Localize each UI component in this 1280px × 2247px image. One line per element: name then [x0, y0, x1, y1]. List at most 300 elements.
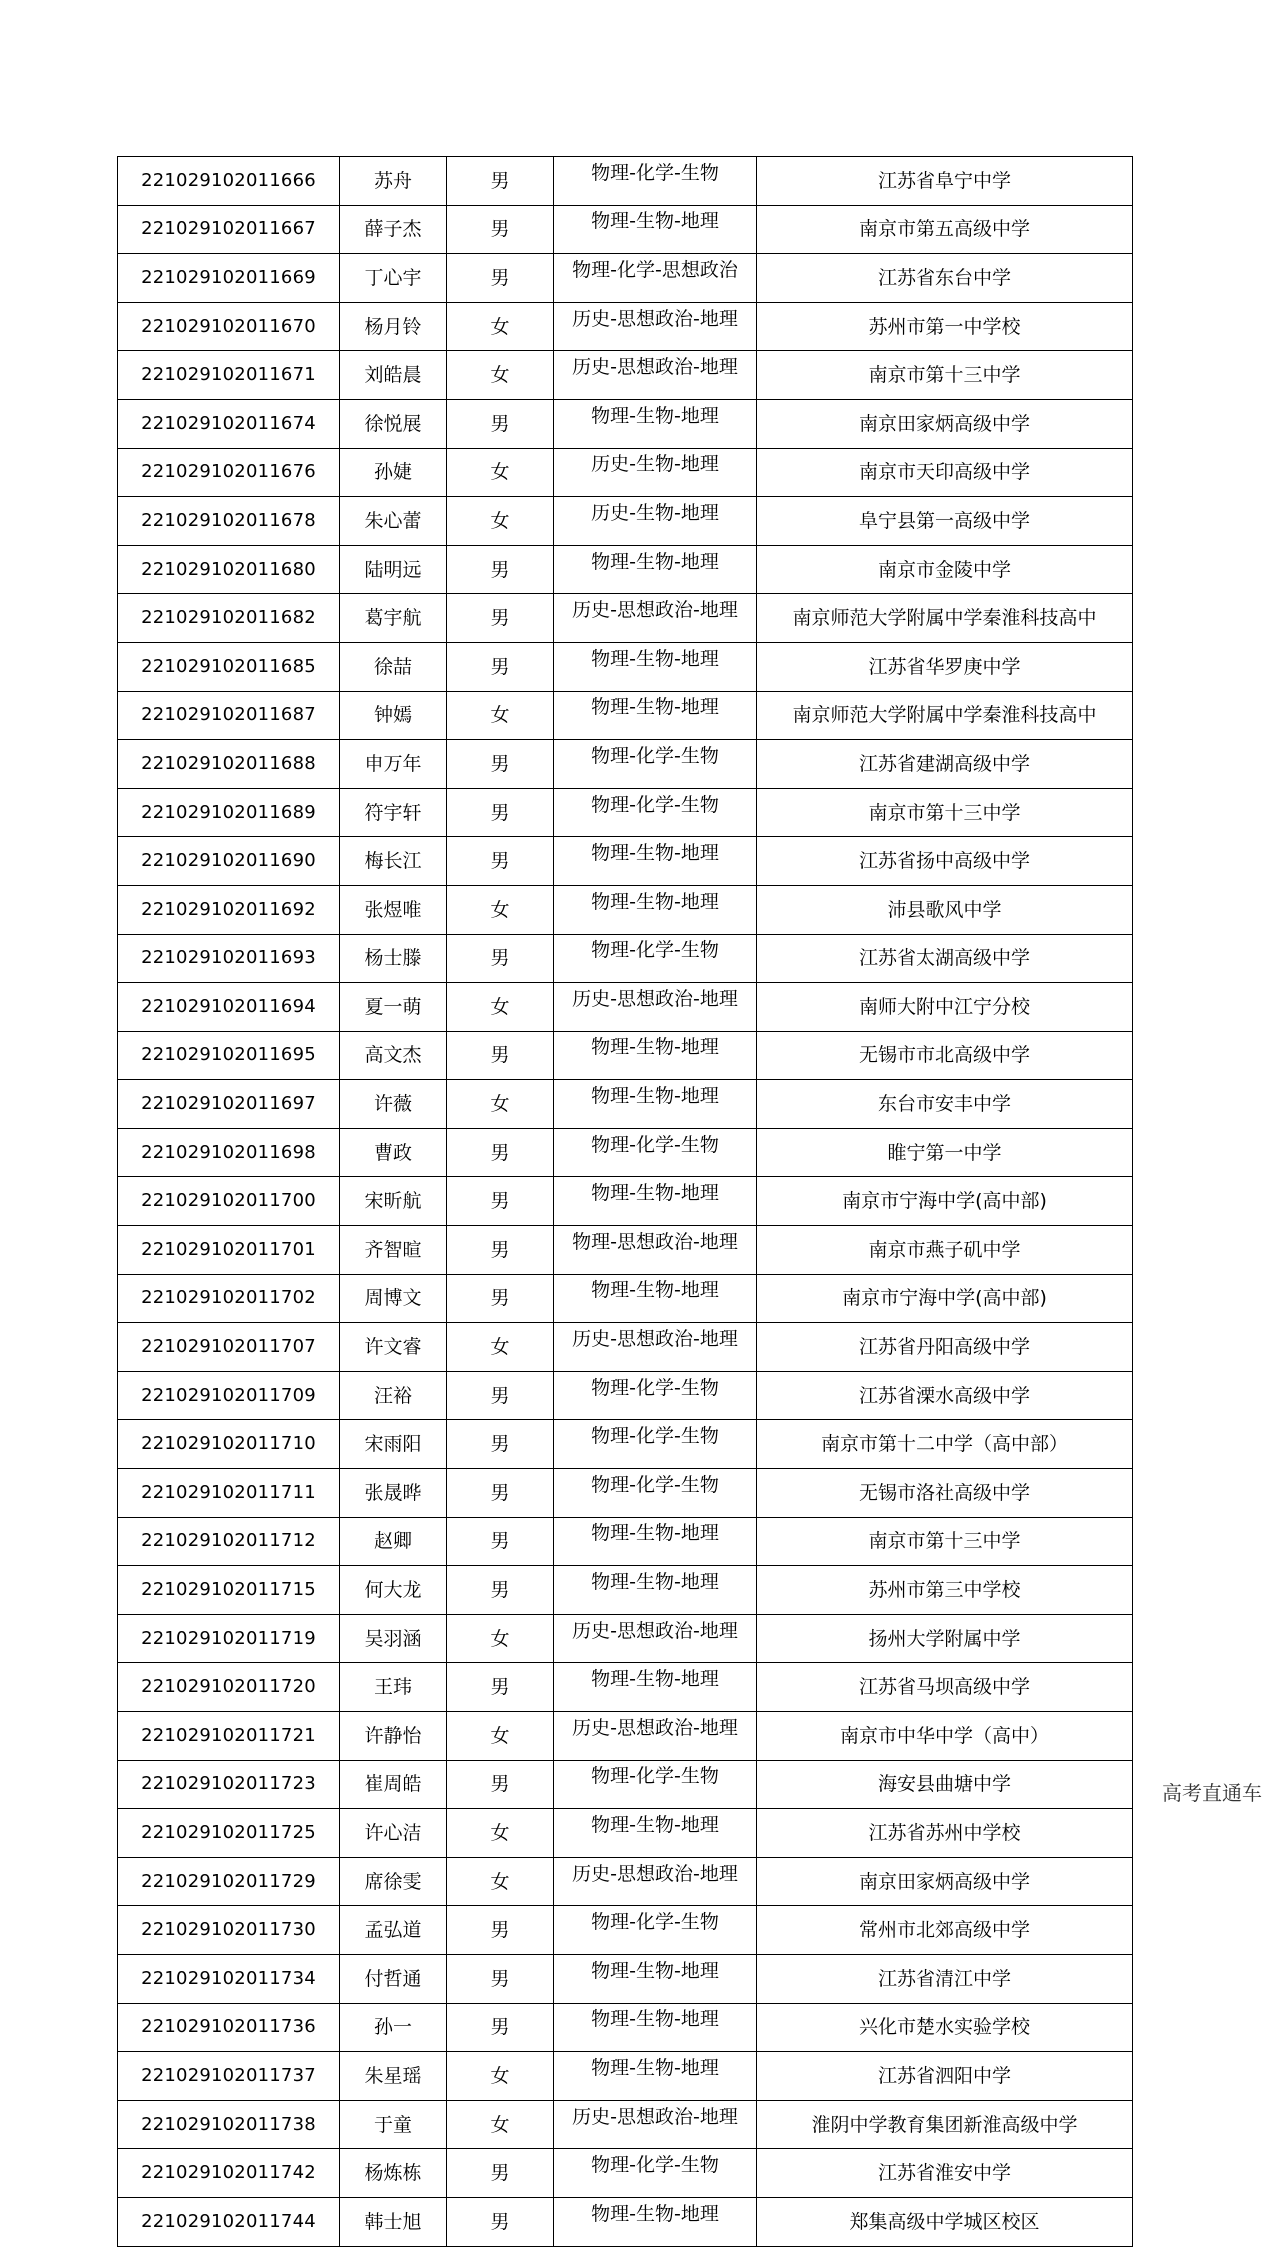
table-row	[118, 1031, 1133, 1080]
table-row	[118, 1809, 1133, 1858]
subjects-cell	[554, 2100, 757, 2149]
subjects-text: 物理-生物-地理	[591, 1036, 719, 1059]
student-name-cell: 孙一	[340, 2003, 447, 2052]
subjects-text: 物理-生物-地理	[591, 1279, 719, 1302]
subjects-cell	[554, 740, 757, 789]
subjects-text: 物理-化学-生物	[591, 1425, 719, 1448]
student-name-cell: 高文杰	[340, 1031, 447, 1080]
subjects-cell	[554, 1469, 757, 1518]
student-name-cell: 孟弘道	[340, 1906, 447, 1955]
student-name-cell: 王玮	[340, 1663, 447, 1712]
subjects-text: 物理-生物-地理	[591, 2056, 719, 2079]
school-cell: 江苏省苏州中学校	[757, 1809, 1133, 1858]
table-row	[118, 934, 1133, 983]
school-cell: 江苏省溧水高级中学	[757, 1371, 1133, 1420]
student-id-cell: 221029102011729	[118, 1857, 340, 1906]
student-name-cell: 许文睿	[340, 1323, 447, 1372]
table-row	[118, 399, 1133, 448]
subjects-cell	[554, 1760, 757, 1809]
gender-cell: 男	[447, 2197, 554, 2246]
school-cell: 南京市第十三中学	[757, 788, 1133, 837]
table-row	[118, 1566, 1133, 1615]
gender-cell: 男	[447, 545, 554, 594]
subjects-text: 物理-生物-地理	[591, 2008, 719, 2031]
student-name-cell: 许心洁	[340, 1809, 447, 1858]
subjects-text: 物理-化学-思想政治	[572, 258, 738, 281]
student-name-cell: 崔周皓	[340, 1760, 447, 1809]
subjects-text: 物理-生物-地理	[591, 647, 719, 670]
student-id-cell: 221029102011678	[118, 497, 340, 546]
student-name-cell: 徐悦展	[340, 399, 447, 448]
student-name-cell: 席徐雯	[340, 1857, 447, 1906]
subjects-text: 物理-生物-地理	[591, 1571, 719, 1594]
student-id-cell: 221029102011712	[118, 1517, 340, 1566]
student-name-cell: 陆明远	[340, 545, 447, 594]
student-name-cell: 付哲通	[340, 1954, 447, 2003]
student-id-cell: 221029102011694	[118, 983, 340, 1032]
subjects-text: 历史-思想政治-地理	[572, 1716, 738, 1739]
gender-cell: 女	[447, 1712, 554, 1761]
school-cell: 东台市安丰中学	[757, 1080, 1133, 1129]
table-row	[118, 1323, 1133, 1372]
table-row	[118, 2100, 1133, 2149]
student-id-cell: 221029102011744	[118, 2197, 340, 2246]
gender-cell: 女	[447, 351, 554, 400]
school-cell: 江苏省华罗庚中学	[757, 642, 1133, 691]
student-name-cell: 薛子杰	[340, 205, 447, 254]
gender-cell: 女	[447, 2052, 554, 2101]
gender-cell: 男	[447, 1177, 554, 1226]
student-id-cell: 221029102011702	[118, 1274, 340, 1323]
subjects-text: 历史-思想政治-地理	[572, 307, 738, 330]
student-name-cell: 梅长江	[340, 837, 447, 886]
student-id-cell: 221029102011700	[118, 1177, 340, 1226]
gender-cell: 男	[447, 1371, 554, 1420]
table-row	[118, 1177, 1133, 1226]
gender-cell: 男	[447, 205, 554, 254]
gender-cell: 男	[447, 1906, 554, 1955]
table-row	[118, 2052, 1133, 2101]
student-id-cell: 221029102011666	[118, 157, 340, 206]
subjects-text: 历史-思想政治-地理	[572, 2105, 738, 2128]
student-name-cell: 杨士滕	[340, 934, 447, 983]
student-id-cell: 221029102011709	[118, 1371, 340, 1420]
school-cell: 阜宁县第一高级中学	[757, 497, 1133, 546]
subjects-cell	[554, 1857, 757, 1906]
school-cell: 南京市第十三中学	[757, 351, 1133, 400]
subjects-cell	[554, 302, 757, 351]
subjects-text: 物理-化学-生物	[591, 161, 719, 184]
subjects-text: 物理-化学-生物	[591, 744, 719, 767]
gender-cell: 男	[447, 254, 554, 303]
table-row	[118, 254, 1133, 303]
student-name-cell: 苏舟	[340, 157, 447, 206]
school-cell: 淮阴中学教育集团新淮高级中学	[757, 2100, 1133, 2149]
student-name-cell: 朱星瑶	[340, 2052, 447, 2101]
subjects-text: 物理-生物-地理	[591, 1522, 719, 1545]
table-row	[118, 1614, 1133, 1663]
table-row	[118, 1663, 1133, 1712]
student-name-cell: 宋昕航	[340, 1177, 447, 1226]
student-id-cell: 221029102011710	[118, 1420, 340, 1469]
gender-cell: 男	[447, 788, 554, 837]
student-id-cell: 221029102011671	[118, 351, 340, 400]
student-id-cell: 221029102011737	[118, 2052, 340, 2101]
student-name-cell: 刘皓晨	[340, 351, 447, 400]
gender-cell: 男	[447, 837, 554, 886]
subjects-text: 物理-生物-地理	[591, 210, 719, 233]
subjects-cell	[554, 1517, 757, 1566]
table-row	[118, 497, 1133, 546]
table-row	[118, 1080, 1133, 1129]
student-name-cell: 张煜唯	[340, 885, 447, 934]
gender-cell: 男	[447, 740, 554, 789]
table-row	[118, 351, 1133, 400]
table-row	[118, 157, 1133, 206]
student-id-cell: 221029102011698	[118, 1128, 340, 1177]
school-cell: 江苏省泗阳中学	[757, 2052, 1133, 2101]
gender-cell: 男	[447, 1469, 554, 1518]
gender-cell: 女	[447, 1614, 554, 1663]
subjects-text: 历史-思想政治-地理	[572, 1862, 738, 1885]
school-cell: 兴化市楚水实验学校	[757, 2003, 1133, 2052]
gender-cell: 女	[447, 497, 554, 546]
table-row	[118, 2003, 1133, 2052]
subjects-cell	[554, 1031, 757, 1080]
student-id-cell: 221029102011667	[118, 205, 340, 254]
table-row	[118, 1712, 1133, 1761]
gender-cell: 男	[447, 934, 554, 983]
school-cell: 南京市第十三中学	[757, 1517, 1133, 1566]
table-row	[118, 205, 1133, 254]
student-id-cell: 221029102011690	[118, 837, 340, 886]
subjects-text: 历史-生物-地理	[591, 501, 719, 524]
student-id-cell: 221029102011676	[118, 448, 340, 497]
school-cell: 江苏省清江中学	[757, 1954, 1133, 2003]
school-cell: 南京田家炳高级中学	[757, 1857, 1133, 1906]
table-row	[118, 1517, 1133, 1566]
student-name-cell: 张晟晔	[340, 1469, 447, 1518]
subjects-text: 物理-生物-地理	[591, 1959, 719, 1982]
student-id-cell: 221029102011701	[118, 1226, 340, 1275]
subjects-text: 物理-化学-生物	[591, 1133, 719, 1156]
subjects-text: 物理-化学-生物	[591, 2154, 719, 2177]
subjects-cell	[554, 837, 757, 886]
gender-cell: 女	[447, 691, 554, 740]
student-id-cell: 221029102011693	[118, 934, 340, 983]
subjects-cell	[554, 1614, 757, 1663]
student-name-cell: 徐喆	[340, 642, 447, 691]
student-id-cell: 221029102011707	[118, 1323, 340, 1372]
student-name-cell: 杨月铃	[340, 302, 447, 351]
subjects-cell	[554, 1906, 757, 1955]
gender-cell: 女	[447, 448, 554, 497]
student-name-cell: 申万年	[340, 740, 447, 789]
subjects-text: 物理-生物-地理	[591, 890, 719, 913]
student-name-cell: 夏一萌	[340, 983, 447, 1032]
school-cell: 江苏省建湖高级中学	[757, 740, 1133, 789]
gender-cell: 男	[447, 1954, 554, 2003]
student-id-cell: 221029102011719	[118, 1614, 340, 1663]
student-name-cell: 何大龙	[340, 1566, 447, 1615]
table-row	[118, 2197, 1133, 2246]
student-name-cell: 宋雨阳	[340, 1420, 447, 1469]
school-cell: 南京市宁海中学(高中部)	[757, 1274, 1133, 1323]
student-id-cell: 221029102011742	[118, 2149, 340, 2198]
school-cell: 江苏省丹阳高级中学	[757, 1323, 1133, 1372]
gender-cell: 女	[447, 1809, 554, 1858]
student-name-cell: 孙婕	[340, 448, 447, 497]
student-name-cell: 符宇轩	[340, 788, 447, 837]
subjects-cell	[554, 1663, 757, 1712]
student-id-cell: 221029102011697	[118, 1080, 340, 1129]
subjects-text: 物理-生物-地理	[591, 1085, 719, 1108]
table-row	[118, 691, 1133, 740]
subjects-cell	[554, 545, 757, 594]
student-id-cell: 221029102011720	[118, 1663, 340, 1712]
table-row	[118, 740, 1133, 789]
subjects-text: 历史-思想政治-地理	[572, 599, 738, 622]
school-cell: 无锡市市北高级中学	[757, 1031, 1133, 1080]
table-row	[118, 594, 1133, 643]
student-name-cell: 吴羽涵	[340, 1614, 447, 1663]
gender-cell: 女	[447, 1323, 554, 1372]
table-row	[118, 1371, 1133, 1420]
student-name-cell: 朱心蕾	[340, 497, 447, 546]
school-cell: 南京市中华中学（高中）	[757, 1712, 1133, 1761]
gender-cell: 男	[447, 399, 554, 448]
subjects-text: 历史-思想政治-地理	[572, 987, 738, 1010]
gender-cell: 男	[447, 1566, 554, 1615]
subjects-cell	[554, 983, 757, 1032]
subjects-text: 物理-生物-地理	[591, 404, 719, 427]
school-cell: 南京市第五高级中学	[757, 205, 1133, 254]
table-row	[118, 1954, 1133, 2003]
subjects-text: 历史-思想政治-地理	[572, 1328, 738, 1351]
subjects-cell	[554, 254, 757, 303]
gender-cell: 女	[447, 2100, 554, 2149]
school-cell: 南京市天印高级中学	[757, 448, 1133, 497]
school-cell: 睢宁第一中学	[757, 1128, 1133, 1177]
table-row	[118, 1420, 1133, 1469]
gender-cell: 男	[447, 594, 554, 643]
gender-cell: 男	[447, 1663, 554, 1712]
school-cell: 南京师范大学附属中学秦淮科技高中	[757, 594, 1133, 643]
subjects-text: 物理-生物-地理	[591, 842, 719, 865]
gender-cell: 女	[447, 1857, 554, 1906]
table-row	[118, 1128, 1133, 1177]
subjects-text: 物理-生物-地理	[591, 550, 719, 573]
school-cell: 南师大附中江宁分校	[757, 983, 1133, 1032]
table-row	[118, 302, 1133, 351]
school-cell: 南京市第十二中学（高中部）	[757, 1420, 1133, 1469]
subjects-cell	[554, 2003, 757, 2052]
gender-cell: 男	[447, 1760, 554, 1809]
subjects-text: 历史-生物-地理	[591, 453, 719, 476]
subjects-cell	[554, 1323, 757, 1372]
subjects-cell	[554, 1809, 757, 1858]
student-id-cell: 221029102011670	[118, 302, 340, 351]
subjects-cell	[554, 1274, 757, 1323]
subjects-cell	[554, 1128, 757, 1177]
subjects-cell	[554, 157, 757, 206]
subjects-cell	[554, 2197, 757, 2246]
subjects-text: 物理-思想政治-地理	[572, 1230, 738, 1253]
subjects-cell	[554, 1226, 757, 1275]
gender-cell: 男	[447, 642, 554, 691]
subjects-cell	[554, 691, 757, 740]
school-cell: 扬州大学附属中学	[757, 1614, 1133, 1663]
gender-cell: 男	[447, 1031, 554, 1080]
subjects-text: 物理-生物-地理	[591, 696, 719, 719]
student-id-cell: 221029102011715	[118, 1566, 340, 1615]
table-row	[118, 837, 1133, 886]
table-row	[118, 1906, 1133, 1955]
student-name-cell: 杨炼栋	[340, 2149, 447, 2198]
student-id-cell: 221029102011730	[118, 1906, 340, 1955]
gender-cell: 男	[447, 2003, 554, 2052]
subjects-cell	[554, 1080, 757, 1129]
subjects-cell	[554, 351, 757, 400]
table-row	[118, 545, 1133, 594]
student-id-cell: 221029102011738	[118, 2100, 340, 2149]
subjects-cell	[554, 205, 757, 254]
subjects-cell	[554, 1420, 757, 1469]
student-name-cell: 韩士旭	[340, 2197, 447, 2246]
student-id-cell: 221029102011669	[118, 254, 340, 303]
student-roster-table	[117, 156, 1133, 2247]
watermark-text: 高考直通车	[1162, 1781, 1262, 1805]
subjects-text: 物理-生物-地理	[591, 2202, 719, 2225]
school-cell: 沛县歌风中学	[757, 885, 1133, 934]
student-name-cell: 许薇	[340, 1080, 447, 1129]
student-name-cell: 丁心宇	[340, 254, 447, 303]
gender-cell: 男	[447, 157, 554, 206]
subjects-text: 物理-化学-生物	[591, 1376, 719, 1399]
subjects-text: 物理-生物-地理	[591, 1668, 719, 1691]
student-id-cell: 221029102011680	[118, 545, 340, 594]
school-cell: 苏州市第三中学校	[757, 1566, 1133, 1615]
subjects-cell	[554, 2052, 757, 2101]
student-name-cell: 周博文	[340, 1274, 447, 1323]
subjects-text: 历史-思想政治-地理	[572, 1619, 738, 1642]
student-id-cell: 221029102011688	[118, 740, 340, 789]
student-name-cell: 赵卿	[340, 1517, 447, 1566]
school-cell: 郑集高级中学城区校区	[757, 2197, 1133, 2246]
student-name-cell: 曹政	[340, 1128, 447, 1177]
subjects-text: 物理-化学-生物	[591, 939, 719, 962]
gender-cell: 女	[447, 302, 554, 351]
gender-cell: 女	[447, 885, 554, 934]
gender-cell: 男	[447, 1274, 554, 1323]
gender-cell: 女	[447, 1080, 554, 1129]
subjects-cell	[554, 1954, 757, 2003]
school-cell: 江苏省扬中高级中学	[757, 837, 1133, 886]
school-cell: 南京市宁海中学(高中部)	[757, 1177, 1133, 1226]
student-name-cell: 于童	[340, 2100, 447, 2149]
gender-cell: 女	[447, 983, 554, 1032]
subjects-cell	[554, 448, 757, 497]
subjects-cell	[554, 885, 757, 934]
table-row	[118, 1274, 1133, 1323]
subjects-cell	[554, 642, 757, 691]
school-cell: 江苏省阜宁中学	[757, 157, 1133, 206]
student-id-cell: 221029102011687	[118, 691, 340, 740]
student-id-cell: 221029102011725	[118, 1809, 340, 1858]
subjects-text: 物理-化学-生物	[591, 1473, 719, 1496]
subjects-text: 物理-化学-生物	[591, 1765, 719, 1788]
table-row	[118, 642, 1133, 691]
subjects-cell	[554, 399, 757, 448]
student-id-cell: 221029102011711	[118, 1469, 340, 1518]
table-row	[118, 983, 1133, 1032]
school-cell: 南京田家炳高级中学	[757, 399, 1133, 448]
gender-cell: 男	[447, 2149, 554, 2198]
student-name-cell: 齐智暄	[340, 1226, 447, 1275]
school-cell: 海安县曲塘中学	[757, 1760, 1133, 1809]
subjects-text: 物理-化学-生物	[591, 1911, 719, 1934]
student-id-cell: 221029102011689	[118, 788, 340, 837]
subjects-text: 物理-化学-生物	[591, 793, 719, 816]
subjects-cell	[554, 2149, 757, 2198]
student-name-cell: 葛宇航	[340, 594, 447, 643]
student-name-cell: 许静怡	[340, 1712, 447, 1761]
school-cell: 江苏省马坝高级中学	[757, 1663, 1133, 1712]
subjects-cell	[554, 594, 757, 643]
gender-cell: 男	[447, 1420, 554, 1469]
table-row	[118, 1760, 1133, 1809]
table-row	[118, 1226, 1133, 1275]
table-row	[118, 1469, 1133, 1518]
student-name-cell: 钟嫣	[340, 691, 447, 740]
subjects-cell	[554, 934, 757, 983]
student-id-cell: 221029102011674	[118, 399, 340, 448]
student-id-cell: 221029102011695	[118, 1031, 340, 1080]
school-cell: 南京师范大学附属中学秦淮科技高中	[757, 691, 1133, 740]
school-cell: 南京市金陵中学	[757, 545, 1133, 594]
student-name-cell: 汪裕	[340, 1371, 447, 1420]
student-id-cell: 221029102011723	[118, 1760, 340, 1809]
student-id-cell: 221029102011685	[118, 642, 340, 691]
subjects-cell	[554, 788, 757, 837]
gender-cell: 男	[447, 1226, 554, 1275]
school-cell: 苏州市第一中学校	[757, 302, 1133, 351]
table-row	[118, 788, 1133, 837]
subjects-cell	[554, 1566, 757, 1615]
subjects-cell	[554, 1177, 757, 1226]
subjects-text: 历史-思想政治-地理	[572, 356, 738, 379]
student-id-cell: 221029102011682	[118, 594, 340, 643]
gender-cell: 男	[447, 1128, 554, 1177]
student-id-cell: 221029102011692	[118, 885, 340, 934]
subjects-text: 物理-生物-地理	[591, 1813, 719, 1836]
school-cell: 江苏省淮安中学	[757, 2149, 1133, 2198]
gender-cell: 男	[447, 1517, 554, 1566]
subjects-cell	[554, 1371, 757, 1420]
table-row	[118, 1857, 1133, 1906]
table-row	[118, 448, 1133, 497]
subjects-cell	[554, 1712, 757, 1761]
student-id-cell: 221029102011734	[118, 1954, 340, 2003]
table-row	[118, 885, 1133, 934]
subjects-text: 物理-生物-地理	[591, 1182, 719, 1205]
student-id-cell: 221029102011736	[118, 2003, 340, 2052]
table-row	[118, 2149, 1133, 2198]
school-cell: 江苏省太湖高级中学	[757, 934, 1133, 983]
school-cell: 无锡市洛社高级中学	[757, 1469, 1133, 1518]
school-cell: 常州市北郊高级中学	[757, 1906, 1133, 1955]
school-cell: 南京市燕子矶中学	[757, 1226, 1133, 1275]
